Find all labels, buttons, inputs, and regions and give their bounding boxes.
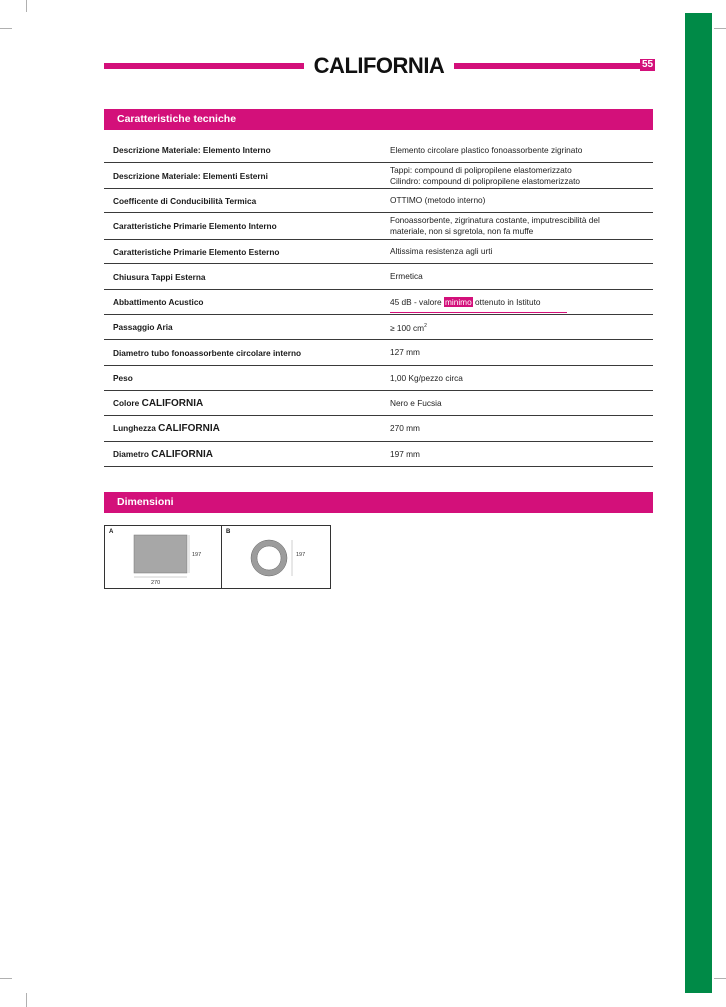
spec-label: Colore CALIFORNIA [113,397,204,409]
spec-label: Peso [113,373,133,383]
page-header [104,50,653,82]
panel-label: A [109,529,114,535]
spec-label: Caratteristiche Primarie Elemento Esterno [113,246,280,257]
table-row [104,366,653,391]
dimension-panel-a [104,525,222,589]
spec-label: Lunghezza CALIFORNIA [113,423,220,434]
table-row [104,442,653,467]
table-row [104,213,653,240]
page-number: 55 [642,59,654,70]
spec-label: Diametro tubo fonoassorbente circolare interno [113,347,302,358]
spec-value: 1,00 Kg/pezzo circa [390,372,463,383]
table-row [104,416,653,442]
crop-mark [0,978,12,979]
spec-value: 127 mm [390,347,420,357]
table-row [104,391,653,416]
crop-mark [26,0,27,12]
spec-value: 270 mm [390,423,420,433]
height-dimension-label: 197 [192,552,202,558]
width-dimension-label: 270 [151,580,161,586]
table-row [104,240,653,264]
spec-value: Altissima resistenza agli urti [390,246,493,256]
dimension-panel-b [221,525,331,589]
crop-mark [26,993,27,1007]
section-view-drawing [222,526,330,588]
spec-label: Descrizione Materiale: Elemento Interno [113,145,271,155]
spec-value: 197 mm [390,448,420,459]
table-row [104,315,653,340]
page-title: CALIFORNIA [313,53,445,78]
diameter-dimension-label: 197 [296,552,306,558]
specs-table [104,138,653,467]
specs-section-heading: Caratteristiche tecniche [104,109,653,130]
table-row [104,290,653,315]
spec-value: Nero e Fucsia [390,397,442,408]
spec-value: 45 dB - valore minimo ottenuto in Istituto [390,296,541,307]
dimensions-section-heading: Dimensioni [104,492,653,513]
spec-label: Descrizione Materiale: Elementi Esterni [113,170,268,181]
spec-label: Diametro CALIFORNIA [113,448,213,460]
side-view-drawing [105,526,221,588]
spec-label: Abbattimento Acustico [113,297,204,307]
table-row [104,163,653,189]
crop-mark [714,978,726,979]
panel-label: B [226,529,231,535]
table-row [104,189,653,213]
highlight-minimo: minimo [444,296,472,307]
spec-value: OTTIMO (metodo interno) [390,195,486,205]
spec-value: Ermetica [390,271,423,281]
side-color-band [685,13,712,993]
crop-mark [0,28,12,29]
spec-value: Fonoassorbente, zigrinatura costante, imputrescibilità del materiale, non si sgretola, non fa muffe [390,215,600,236]
value-underline [390,312,567,313]
table-row [104,264,653,290]
title-rule-right [454,63,653,69]
spec-label: Passaggio Aria [113,322,173,332]
spec-value: Elemento circolare plastico fonoassorbente zigrinato [390,144,583,155]
crop-mark [714,28,726,29]
table-row [104,138,653,163]
spec-label: Coefficente di Conducibilità Termica [113,195,257,206]
title-rule-left [104,63,304,69]
spec-value: ≥ 100 $cm^2$ [390,322,427,333]
spec-label: Chiusura Tappi Esterna [113,271,206,282]
spec-value: Tappi: compound di polipropilene elastomerizzato Cilindro: compound di polipropilene elastomerizzato [390,164,581,186]
table-row [104,340,653,366]
spec-label: Caratteristiche Primarie Elemento Interno [113,221,277,231]
